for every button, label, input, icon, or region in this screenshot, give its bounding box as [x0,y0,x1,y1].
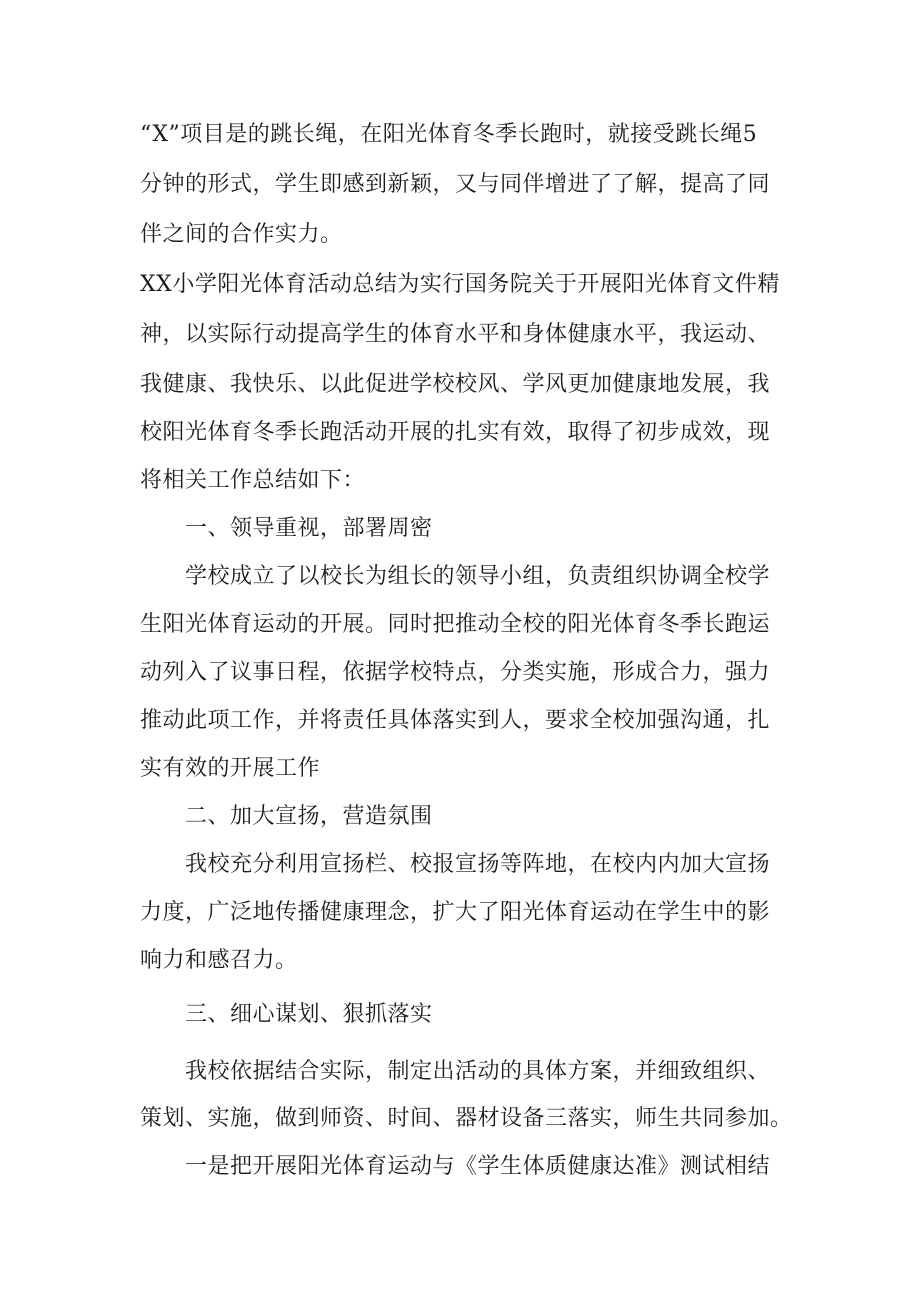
paragraph-line: 我校依据结合实际，制定出活动的具体方案，并细致组织、 [185,1059,771,1084]
paragraph-line: 校阳光体育冬季长跑活动开展的扎实有效，取得了初步成效，现 [140,420,771,445]
paragraph-line: 力度，广泛地传播健康理念，扩大了阳光体育运动在学生中的影 [140,900,771,925]
paragraph-line: 响力和感召力。 [140,948,298,973]
paragraph-line: 我校充分利用宣扬栏、校报宣扬等阵地，在校内内加大宣扬 [185,852,771,877]
paragraph-line: 动列入了议事日程，依据学校特点，分类实施，形成合力，强力 [140,660,771,685]
paragraph-line: 推动此项工作，并将责任具体落实到人，要求全校加强沟通，扎 [140,708,771,733]
paragraph-line: 生阳光体育运动的开展。同时把推动全校的阳光体育冬季长跑运 [140,612,771,637]
paragraph-line: 神，以实际行动提高学生的体育水平和身体健康水平，我运动、 [140,322,771,347]
paragraph-line: 分钟的形式，学生即感到新颖，又与同伴增进了了解，提高了同 [140,172,771,197]
paragraph-line: 将相关工作总结如下： [140,468,366,493]
paragraph-line: 一是把开展阳光体育运动与《学生体质健康达准》测试相结 [185,1154,771,1179]
paragraph-line: 我健康、我快乐、以此促进学校校风、学风更加健康地发展，我 [140,372,771,397]
section-heading: 三、细心谋划、狠抓落实 [185,1002,433,1027]
paragraph-line: XX小学阳光体育活动总结为实行国务院关于开展阳光体育文件精 [140,272,780,297]
paragraph-line: 伴之间的合作实力。 [140,222,343,247]
paragraph-line: “X”项目是的跳长绳，在阳光体育冬季长跑时，就接受跳长绳5 [140,122,758,147]
paragraph-line: 策划、实施，做到师资、时间、器材设备三落实，师生共同参加。 [140,1106,793,1131]
section-heading: 一、领导重视，部署周密 [185,516,433,541]
paragraph-line: 学校成立了以校长为组长的领导小组，负责组织协调全校学 [185,564,771,589]
paragraph-line: 实有效的开展工作 [140,756,321,781]
section-heading: 二、加大宣扬，营造氛围 [185,804,433,829]
